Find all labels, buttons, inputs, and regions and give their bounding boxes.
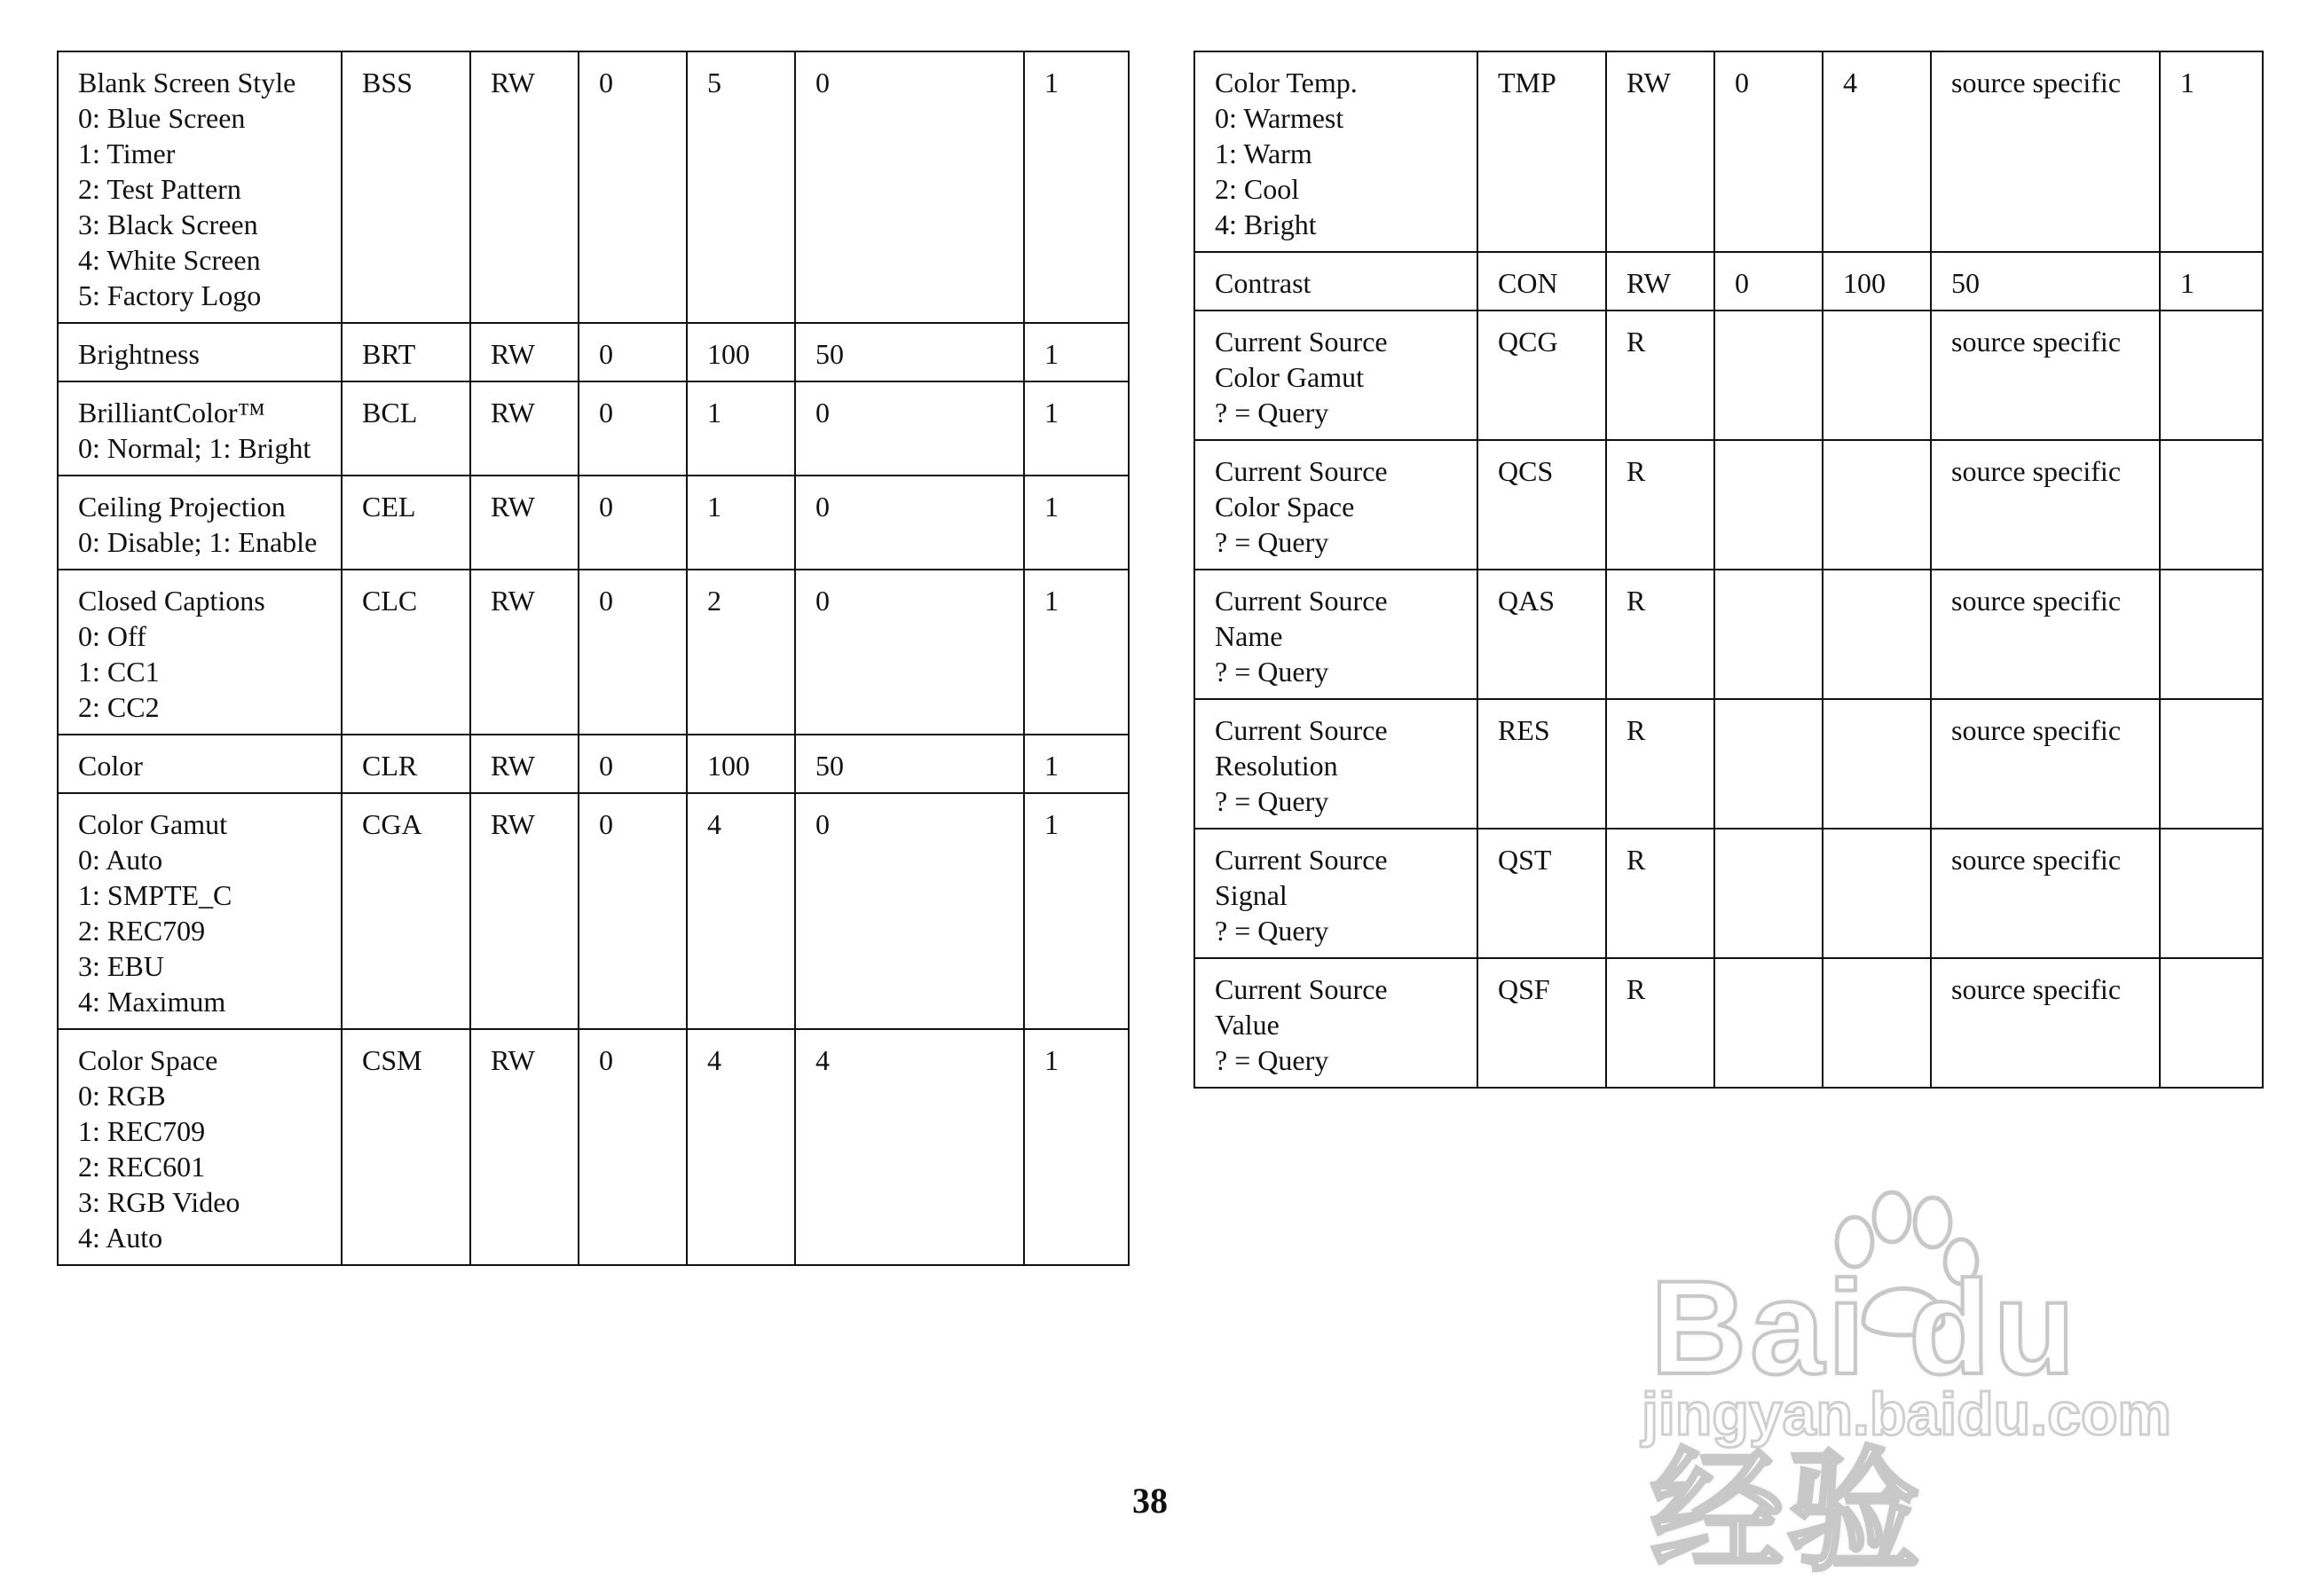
- table-cell: R: [1606, 570, 1714, 699]
- table-cell: 0: [795, 570, 1024, 735]
- table-row: [1194, 699, 2263, 829]
- table-cell: [2160, 699, 2263, 829]
- table-cell: [1823, 570, 1931, 699]
- table-cell: 1: [1024, 476, 1129, 570]
- table-row: [1194, 570, 2263, 699]
- table-cell: Ceiling Projection 0: Disable; 1: Enable: [58, 476, 342, 570]
- table-row: [58, 476, 1129, 570]
- table-cell: 1: [1024, 51, 1129, 323]
- table-cell: CLC: [342, 570, 470, 735]
- table-cell: BSS: [342, 51, 470, 323]
- table-cell: source specific: [1931, 699, 2160, 829]
- table-cell: RW: [470, 323, 579, 381]
- table-row: [58, 735, 1129, 793]
- table-cell: 0: [579, 323, 687, 381]
- table-cell: source specific: [1931, 570, 2160, 699]
- table-cell: QCS: [1477, 440, 1606, 570]
- table-cell: 4: [687, 1029, 795, 1265]
- table-cell: BRT: [342, 323, 470, 381]
- table-cell: [2160, 311, 2263, 440]
- table-cell: 1: [1024, 323, 1129, 381]
- command-table-left: [57, 51, 1130, 1266]
- table-cell: 2: [687, 570, 795, 735]
- table-cell: 1: [1024, 1029, 1129, 1265]
- table-cell: Color: [58, 735, 342, 793]
- table-cell: R: [1606, 699, 1714, 829]
- table-cell: 5: [687, 51, 795, 323]
- table-cell: RW: [1606, 51, 1714, 252]
- table-row: [1194, 829, 2263, 958]
- table-cell: 0: [579, 476, 687, 570]
- table-cell: Brightness: [58, 323, 342, 381]
- baidu-watermark: [1633, 1189, 2183, 1586]
- table-cell: RW: [1606, 252, 1714, 311]
- table-cell: 50: [795, 323, 1024, 381]
- table-cell: R: [1606, 829, 1714, 958]
- command-table-left-body: [58, 51, 1129, 1265]
- table-cell: [1823, 440, 1931, 570]
- table-cell: RW: [470, 51, 579, 323]
- table-cell: RW: [470, 1029, 579, 1265]
- table-cell: 1: [687, 381, 795, 476]
- table-cell: [1714, 311, 1823, 440]
- table-cell: R: [1606, 958, 1714, 1088]
- table-cell: 0: [795, 793, 1024, 1029]
- table-cell: BCL: [342, 381, 470, 476]
- table-cell: Closed Captions 0: Off 1: CC1 2: CC2: [58, 570, 342, 735]
- watermark-logo-text: Bai du 经验: [1650, 1253, 2079, 1586]
- table-cell: Color Space 0: RGB 1: REC709 2: REC601 3: RGB Video 4: Auto: [58, 1029, 342, 1265]
- table-row: [1194, 440, 2263, 570]
- table-cell: [1823, 829, 1931, 958]
- table-cell: RW: [470, 570, 579, 735]
- table-cell: QSF: [1477, 958, 1606, 1088]
- table-cell: 1: [2160, 252, 2263, 311]
- table-cell: RW: [470, 381, 579, 476]
- table-cell: QST: [1477, 829, 1606, 958]
- table-cell: Current Source Signal ? = Query: [1194, 829, 1477, 958]
- table-cell: Color Temp. 0: Warmest 1: Warm 2: Cool 4: Bright: [1194, 51, 1477, 252]
- table-cell: source specific: [1931, 958, 2160, 1088]
- table-cell: [2160, 958, 2263, 1088]
- table-cell: 0: [579, 735, 687, 793]
- table-cell: 0: [795, 51, 1024, 323]
- table-cell: [2160, 570, 2263, 699]
- table-cell: [1714, 829, 1823, 958]
- table-cell: CLR: [342, 735, 470, 793]
- table-cell: [1714, 440, 1823, 570]
- table-cell: source specific: [1931, 440, 2160, 570]
- table-cell: CSM: [342, 1029, 470, 1265]
- table-row: [58, 570, 1129, 735]
- table-cell: 0: [1714, 252, 1823, 311]
- table-cell: [1823, 958, 1931, 1088]
- table-cell: Contrast: [1194, 252, 1477, 311]
- table-cell: 0: [579, 570, 687, 735]
- table-cell: RW: [470, 476, 579, 570]
- table-cell: RES: [1477, 699, 1606, 829]
- table-row: [58, 323, 1129, 381]
- table-cell: 0: [1714, 51, 1823, 252]
- table-cell: [1714, 570, 1823, 699]
- table-cell: [1823, 311, 1931, 440]
- table-cell: CGA: [342, 793, 470, 1029]
- table-cell: [2160, 829, 2263, 958]
- table-row: [1194, 311, 2263, 440]
- table-cell: source specific: [1931, 829, 2160, 958]
- table-row: [58, 381, 1129, 476]
- table-row: [1194, 252, 2263, 311]
- table-cell: 100: [687, 735, 795, 793]
- table-cell: 4: [687, 793, 795, 1029]
- table-cell: Current Source Color Gamut ? = Query: [1194, 311, 1477, 440]
- table-cell: BrilliantColor™ 0: Normal; 1: Bright: [58, 381, 342, 476]
- table-cell: 0: [579, 381, 687, 476]
- table-row: [1194, 51, 2263, 252]
- page-number: 38: [1132, 1481, 1168, 1521]
- table-cell: Current Source Resolution ? = Query: [1194, 699, 1477, 829]
- table-cell: Color Gamut 0: Auto 1: SMPTE_C 2: REC709 3: EBU 4: Maximum: [58, 793, 342, 1029]
- table-row: [1194, 958, 2263, 1088]
- table-cell: Blank Screen Style 0: Blue Screen 1: Timer 2: Test Pattern 3: Black Screen 4: White Screen 5: Factory Logo: [58, 51, 342, 323]
- table-cell: Current Source Name ? = Query: [1194, 570, 1477, 699]
- table-cell: 50: [1931, 252, 2160, 311]
- table-cell: QAS: [1477, 570, 1606, 699]
- table-cell: source specific: [1931, 51, 2160, 252]
- table-cell: CON: [1477, 252, 1606, 311]
- table-cell: RW: [470, 735, 579, 793]
- table-cell: 0: [795, 476, 1024, 570]
- table-cell: 4: [795, 1029, 1024, 1265]
- table-cell: 100: [1823, 252, 1931, 311]
- table-cell: 0: [579, 1029, 687, 1265]
- table-row: [58, 51, 1129, 323]
- table-cell: Current Source Value ? = Query: [1194, 958, 1477, 1088]
- table-cell: [2160, 440, 2263, 570]
- table-cell: source specific: [1931, 311, 2160, 440]
- table-cell: 1: [2160, 51, 2263, 252]
- table-cell: 0: [795, 381, 1024, 476]
- table-cell: R: [1606, 440, 1714, 570]
- table-cell: 1: [1024, 381, 1129, 476]
- table-cell: 1: [1024, 735, 1129, 793]
- table-cell: TMP: [1477, 51, 1606, 252]
- table-cell: [1714, 699, 1823, 829]
- table-cell: Current Source Color Space ? = Query: [1194, 440, 1477, 570]
- table-cell: 1: [687, 476, 795, 570]
- table-row: [58, 1029, 1129, 1265]
- table-row: [58, 793, 1129, 1029]
- command-table-right: [1193, 51, 2264, 1089]
- table-cell: 0: [579, 793, 687, 1029]
- table-cell: CEL: [342, 476, 470, 570]
- table-cell: 1: [1024, 570, 1129, 735]
- table-cell: 50: [795, 735, 1024, 793]
- table-cell: [1823, 699, 1931, 829]
- table-cell: QCG: [1477, 311, 1606, 440]
- table-cell: 4: [1823, 51, 1931, 252]
- table-cell: [1714, 958, 1823, 1088]
- table-cell: 100: [687, 323, 795, 381]
- watermark-url: jingyan.baidu.com: [1642, 1380, 2171, 1448]
- table-cell: RW: [470, 793, 579, 1029]
- table-cell: 1: [1024, 793, 1129, 1029]
- table-cell: R: [1606, 311, 1714, 440]
- table-cell: 0: [579, 51, 687, 323]
- command-table-right-body: [1194, 51, 2263, 1088]
